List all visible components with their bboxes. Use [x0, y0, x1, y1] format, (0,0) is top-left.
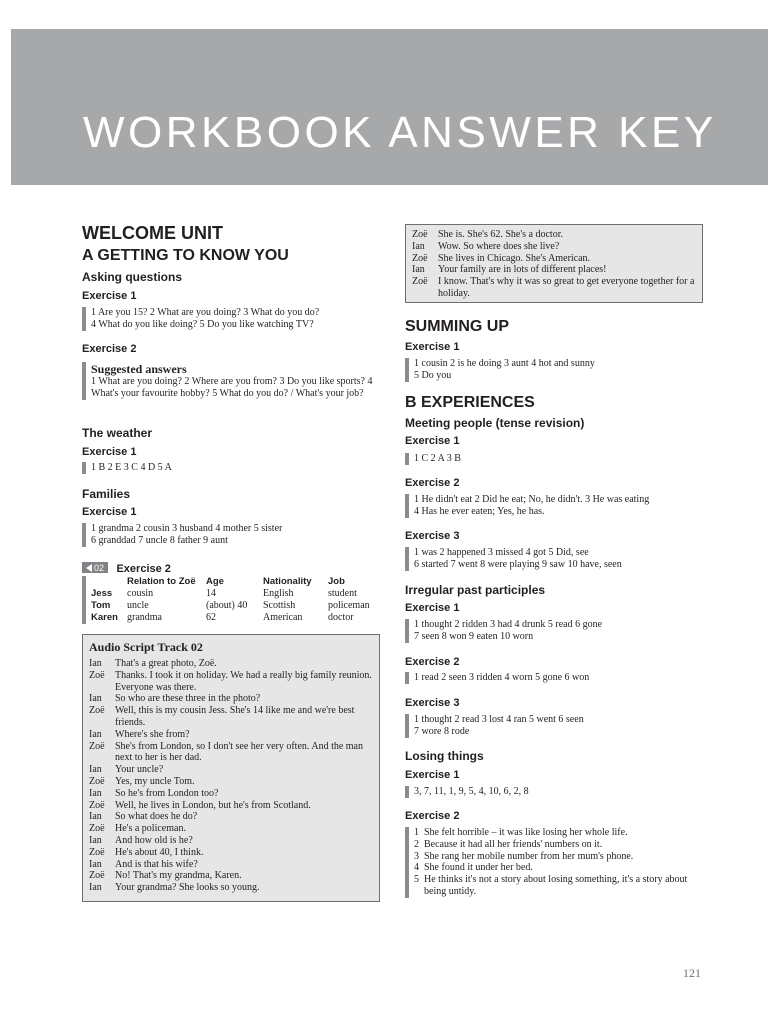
dialogue-text: No! That's my grandma, Karen. — [115, 870, 242, 882]
exercise-label: Exercise 1 — [82, 506, 137, 518]
exercise-label: Exercise 1 — [405, 341, 460, 353]
dialogue-text: She lives in Chicago. She's American. — [438, 252, 591, 264]
answer-line: 3, 7, 11, 1, 9, 5, 4, 10, 6, 2, 8 — [414, 786, 529, 797]
table-cell: Jess — [91, 588, 113, 599]
answer-line: 5 Do you — [414, 370, 452, 381]
dialogue-text: So who are these three in the photo? — [115, 693, 261, 705]
answer-block — [405, 619, 701, 643]
summing-up-heading: SUMMING UP — [405, 318, 509, 335]
answer-block — [82, 307, 372, 331]
dialogue-text: Because it had all her friends' numbers on it. — [424, 838, 603, 850]
table-cell: Scottish — [263, 600, 296, 611]
dialogue-text: She felt horrible – it was like losing her whole life. — [424, 827, 628, 838]
answer-block — [82, 362, 378, 400]
dialogue-line — [89, 776, 373, 788]
table-cell: (about) 40 — [206, 600, 248, 611]
exercise-label: Exercise 2 — [405, 810, 460, 822]
dialogue-line — [414, 862, 701, 874]
speaker-name: Ian — [89, 858, 102, 870]
table-cell: doctor — [328, 612, 354, 623]
dialogue-text: I know. That's why it was so great to get everyone together for a holiday. — [438, 276, 695, 299]
table-cell: Karen — [91, 612, 118, 623]
speaker-name: Ian — [412, 264, 425, 276]
exercise-label: Exercise 1 — [82, 290, 137, 302]
answer-block — [405, 547, 701, 571]
answer-text: 1 What are you doing? 2 Where are you from? 3 Do you like sports? 4 What's your favourite hobby? 5 What do you do? / What's your job? — [91, 376, 373, 399]
dialogue-line — [89, 764, 373, 776]
answer-block — [405, 786, 605, 798]
table-header: Nationality — [263, 576, 312, 587]
dialogue-line — [412, 229, 696, 241]
weather-heading: The weather — [82, 426, 153, 440]
answer-block — [82, 523, 372, 547]
speaker-name: Ian — [89, 787, 102, 799]
table-row — [91, 612, 370, 624]
speaker-name: Zoë — [89, 823, 105, 835]
speaker-name: Ian — [89, 811, 102, 823]
asking-questions-heading: Asking questions — [82, 270, 183, 284]
speaker-name: Zoë — [89, 870, 105, 882]
dialogue-line — [89, 729, 373, 741]
dialogue-line — [412, 264, 696, 276]
answer-line: 1 thought 2 read 3 lost 4 ran 5 went 6 seen — [414, 714, 584, 725]
table-cell: cousin — [127, 588, 154, 599]
answer-block — [405, 714, 701, 738]
dialogue-line — [89, 658, 373, 670]
dialogue-line — [89, 870, 373, 882]
answer-line: 1 He didn't eat 2 Did he eat; No, he didn't. 3 He was eating — [414, 494, 650, 505]
speaker-name: Ian — [89, 693, 102, 705]
speaker-name: Ian — [89, 834, 102, 846]
answer-block — [82, 462, 282, 474]
table-cell: Tom — [91, 600, 111, 611]
track-number: 02 — [94, 562, 105, 573]
dialogue-line — [89, 835, 373, 847]
dialogue-text: Your family are in lots of different places! — [438, 264, 607, 276]
irregular-heading: Irregular past participles — [405, 583, 546, 597]
answer-line: 1 Are you 15? 2 What are you doing? 3 What do you do? — [91, 307, 320, 318]
section-b-title: B EXPERIENCES — [405, 394, 535, 411]
families-heading: Families — [82, 487, 131, 501]
table-cell: policeman — [328, 600, 370, 611]
dialogue-text: Well, this is my cousin Jess. She's 14 like me and we're best friends. — [115, 705, 355, 728]
unit-title: WELCOME UNIT — [82, 223, 223, 243]
exercise-label: Exercise 1 — [405, 769, 460, 781]
speaker-name: Ian — [412, 240, 425, 252]
table-cell: student — [328, 588, 357, 599]
answer-block — [405, 827, 701, 898]
title-banner — [11, 29, 768, 185]
answer-line: 1 C 2 A 3 B — [414, 453, 461, 464]
answer-block — [405, 672, 701, 684]
answer-line: 1 thought 2 ridden 3 had 4 drunk 5 read 6 gone — [414, 619, 603, 630]
answer-line: 7 wore 8 rode — [414, 726, 470, 737]
speaker-name: Ian — [89, 728, 102, 740]
speaker-name: Ian — [89, 658, 102, 669]
answer-line: 1 was 2 happened 3 missed 4 got 5 Did, see — [414, 547, 589, 558]
suggested-answers-label: Suggested answers — [91, 362, 187, 376]
table-cell: uncle — [127, 600, 149, 611]
speaker-name: 4 — [414, 862, 419, 874]
dialogue-line — [89, 847, 373, 859]
exercise-label: Exercise 1 — [82, 446, 137, 458]
dialogue-text: And is that his wife? — [115, 858, 198, 870]
answer-line: 4 What do you like doing? 5 Do you like watching TV? — [91, 319, 314, 330]
dialogue-line — [89, 788, 373, 800]
audio-script-box — [82, 634, 380, 902]
speaker-name: Ian — [89, 882, 102, 894]
table-cell: grandma — [127, 612, 162, 623]
dialogue-text: Your grandma? She looks so young. — [115, 882, 260, 894]
dialogue-line — [89, 811, 373, 823]
dialogue-line — [414, 839, 701, 851]
exercise-2-header — [82, 559, 171, 577]
answer-line: 4 Has he ever eaten; Yes, he has. — [414, 506, 545, 517]
table-cell: American — [263, 612, 303, 623]
answer-block — [405, 494, 701, 518]
dialogue-line — [89, 705, 373, 729]
dialogue-text: Your uncle? — [115, 764, 164, 776]
exercise-label: Exercise 1 — [405, 602, 460, 614]
dialogue-text: So he's from London too? — [115, 787, 219, 799]
dialogue-line — [89, 693, 373, 705]
speaker-name: Zoë — [89, 705, 105, 717]
answer-line: 1 cousin 2 is he doing 3 aunt 4 hot and sunny — [414, 358, 595, 369]
dialogue-text: Wow. So where does she live? — [438, 240, 560, 252]
dialogue-text: He thinks it's not a story about losing something, it's a story about being untidy. — [424, 874, 688, 897]
dialogue-text: Thanks. I took it on holiday. We had a really big family reunion. Everyone was there. — [115, 669, 372, 693]
speaker-name: 2 — [414, 838, 419, 850]
meeting-people-heading: Meeting people (tense revision) — [405, 416, 585, 430]
dialogue-line — [412, 241, 696, 253]
family-table-block — [82, 576, 378, 624]
dialogue-text: She found it under her bed. — [424, 862, 533, 874]
audio-track-badge — [82, 562, 108, 573]
answer-line: 6 started 7 went 8 were playing 9 saw 10 have, seen — [414, 559, 622, 570]
table-cell: 14 — [206, 588, 216, 599]
speaker-name: 5 — [414, 874, 419, 886]
dialogue-line — [414, 874, 701, 898]
dialogue-text: She's from London, so I don't see her very often. And the man next to her is her dad. — [115, 740, 363, 764]
exercise-label: Exercise 2 — [82, 343, 137, 355]
table-row — [91, 588, 370, 600]
dialogue-text: And how old is he? — [115, 834, 193, 846]
answer-line: 1 read 2 seen 3 ridden 4 worn 5 gone 6 won — [414, 672, 590, 683]
speaker-name: Zoë — [89, 669, 105, 681]
page-title: WORKBOOK ANSWER KEY — [83, 108, 717, 157]
exercise-label: Exercise 3 — [405, 530, 460, 542]
speaker-name: Zoë — [412, 229, 428, 240]
audio-script-title: Audio Script Track 02 — [89, 640, 203, 654]
dialogue-text: That's a great photo, Zoë. — [115, 658, 217, 669]
dialogue-line — [89, 882, 373, 894]
table-header: Age — [206, 576, 224, 587]
dialogue-text: She is. She's 62. She's a doctor. — [438, 229, 563, 240]
exercise-label: Exercise 3 — [405, 697, 460, 709]
dialogue-text: Where's she from? — [115, 728, 190, 740]
answer-line: 1 B 2 E 3 C 4 D 5 A — [91, 462, 172, 473]
dialogue-line — [89, 741, 373, 765]
speaker-name: Zoë — [89, 775, 105, 787]
table-cell: 62 — [206, 612, 216, 623]
dialogue-text: Yes, my uncle Tom. — [115, 775, 195, 787]
table-cell: English — [263, 588, 294, 599]
dialogue-line — [414, 827, 701, 839]
audio-dialogue-continued — [412, 229, 696, 300]
page-number: 121 — [683, 966, 701, 980]
table-header: Relation to Zoë — [127, 576, 196, 587]
audio-dialogue — [89, 658, 373, 894]
table-row — [91, 600, 370, 612]
speaker-name: Ian — [89, 764, 102, 776]
audio-script-continued-box — [405, 224, 703, 303]
dialogue-text: Well, he lives in London, but he's from Scotland. — [115, 799, 311, 811]
speaker-name: 1 — [414, 827, 419, 838]
table-header: Job — [328, 576, 345, 587]
exercise-label: Exercise 1 — [405, 435, 460, 447]
speaker-name: Zoë — [89, 846, 105, 858]
answer-block — [405, 453, 555, 465]
dialogue-line — [89, 670, 373, 694]
dialogue-text: She rang her mobile number from her mum's phone. — [424, 850, 634, 862]
exercise-label: Exercise 2 — [405, 477, 460, 489]
speaker-name: 3 — [414, 850, 419, 862]
exercise-label: Exercise 2 — [116, 563, 171, 575]
dialogue-text: He's a policeman. — [115, 823, 186, 835]
section-a-title: A GETTING TO KNOW YOU — [82, 247, 289, 264]
speaker-icon — [86, 564, 92, 572]
speaker-name: Zoë — [412, 276, 428, 288]
answer-block — [405, 358, 695, 382]
dialogue-text: He's about 40, I think. — [115, 846, 204, 858]
dialogue-line — [89, 823, 373, 835]
table-header-row — [91, 576, 370, 588]
answer-line: 1 grandma 2 cousin 3 husband 4 mother 5 sister — [91, 523, 283, 534]
answer-line: 7 seen 8 won 9 eaten 10 worn — [414, 631, 534, 642]
dialogue-line — [412, 276, 696, 300]
speaker-name: Zoë — [89, 799, 105, 811]
dialogue-text: So what does he do? — [115, 811, 198, 823]
answer-line: 6 granddad 7 uncle 8 father 9 aunt — [91, 535, 228, 546]
speaker-name: Zoë — [89, 740, 105, 752]
speaker-name: Zoë — [412, 252, 428, 264]
dialogue-line — [414, 851, 701, 863]
dialogue-line — [89, 859, 373, 871]
family-table — [91, 576, 370, 624]
table-header — [91, 576, 127, 588]
dialogue-line — [89, 800, 373, 812]
dialogue-line — [412, 253, 696, 265]
exercise-label: Exercise 2 — [405, 656, 460, 668]
losing-things-heading: Losing things — [405, 749, 484, 763]
